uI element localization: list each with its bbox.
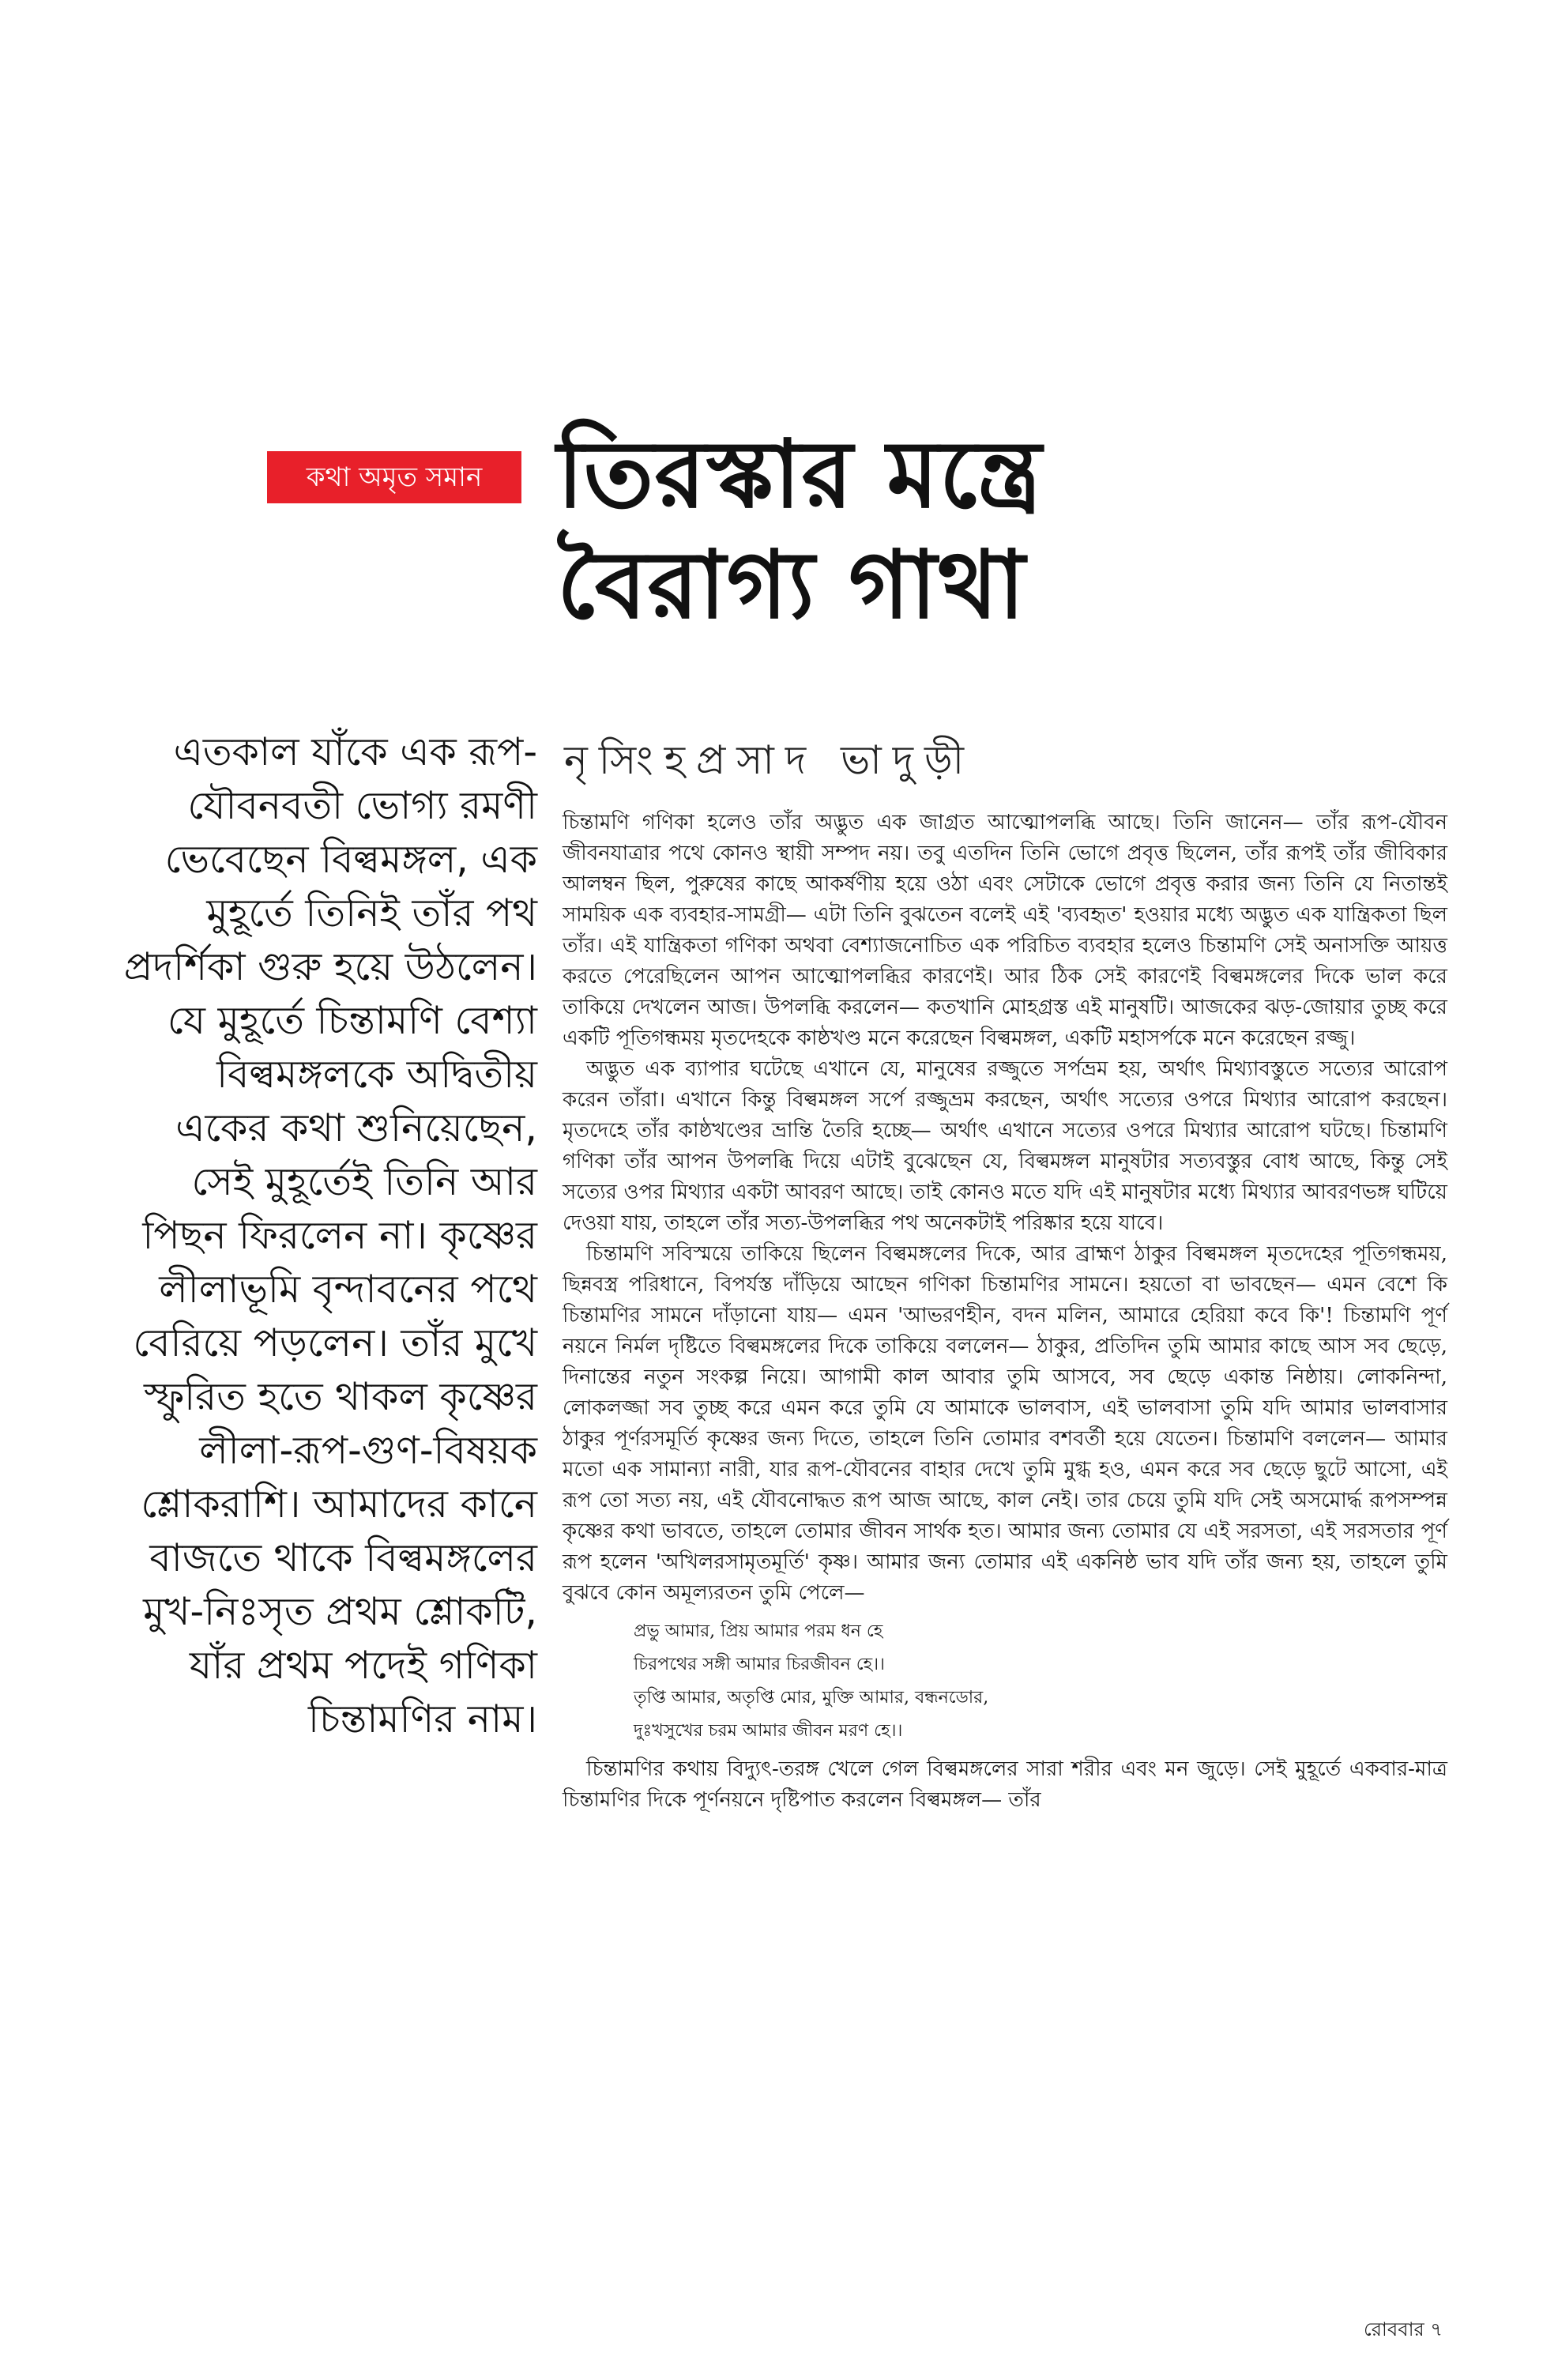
title-line-1: তিরস্কার মন্ত্রে xyxy=(557,420,1043,529)
page-footer: রোববার ৭ xyxy=(1363,2318,1443,2340)
verse-line: চিরপথের সঙ্গী আমার চিরজীবন হে।। xyxy=(634,1655,885,1674)
author-byline: নৃসিংহপ্রসাদ ভাদুড়ী xyxy=(564,737,976,783)
section-label: কথা অমৃত সমান xyxy=(267,451,521,503)
body-paragraph-3: চিন্তামণি সবিস্ময়ে তাকিয়ে ছিলেন বিল্বমঙ্গলের দিকে, আর ব্রাহ্মণ ঠাকুর বিল্বমঙ্গল মৃতদেহের পূতিগন্ধময়, ছিন্নবস্ত্র পরিধানে, বিপর্যস্ত দাঁড়িয়ে আছেন গণিকা চিন্তামণির সামনে। হয়তো বা ভাবছেন— এমন বেশে কি চিন্তামণির সামনে দাঁড়ানো যায়— এমন 'আভরণহীন, বদন মলিন, আমারে হেরিয়া কবে কি'! চিন্তামণি পূর্ণ নয়নে নির্মল দৃষ্টিতে বিল্বমঙ্গলের দিকে তাকিয়ে বললেন— ঠাকুর, প্রতিদিন তুমি আমার কাছে আস সব ছেড়ে, দিনান্তের নতুন সংকল্প নিয়ে। আগামী কাল আবার তুমি আসবে, সব ছেড়ে একান্ত নিষ্ঠায়। লোকনিন্দা, লোকলজ্জা সব তুচ্ছ করে এমন করে তুমি যে আমাকে ভালবাস, এই ভালবাসা তুমি যদি আমার ভালবাসার ঠাকুর পূর্ণরসমূর্তি কৃষ্ণের জন্য দিতে, তাহলে তিনি তোমার বশবর্তী হয়ে যেতেন। চিন্তামণি বললেন— আমার মতো এক সামান্যা নারী, যার রূপ-যৌবনের বাহার দেখে তুমি মুগ্ধ হও, এমন করে সব ছেড়ে ছুটে আসো, এই রূপ তো সত্য নয়, এই যৌবনোদ্ধত রূপ আজ আছে, কাল নেই। তার চেয়ে তুমি যদি সেই অসমোর্দ্ধ রূপসম্পন্ন কৃষ্ণের কথা ভাবতে, তাহলে তোমার জীবন সার্থক হত। আমার জন্য তোমার যে এই সরসতা, এই সরসতার পূর্ণ রূপ হলেন 'অখিলরসামৃতমূর্তি' কৃষ্ণ। আমার জন্য তোমার এই একনিষ্ঠ ভাব যদি তাঁর জন্য হয়, তাহলে তুমি বুঝবে কোন অমূল্যরতন তুমি পেলে— xyxy=(563,1242,1447,1605)
verse-block xyxy=(634,1615,1447,1748)
article-title xyxy=(557,419,1458,640)
article-body xyxy=(563,808,1447,1816)
body-paragraph-4: চিন্তামণির কথায় বিদ্যুৎ-তরঙ্গ খেলে গেল বিল্বমঙ্গলের সারা শরীর এবং মন জুড়ে। সেই মুহূর্তে একবার-মাত্র চিন্তামণির দিকে পূর্ণনয়নে দৃষ্টিপাত করলেন বিল্বমঙ্গল— তাঁর xyxy=(563,1757,1447,1812)
title-line-2: বৈরাগ্য গাথা xyxy=(557,530,1026,639)
body-paragraph-1: চিন্তামণি গণিকা হলেও তাঁর অদ্ভুত এক জাগ্রত আত্মোপলব্ধি আছে। তিনি জানেন— তাঁর রূপ-যৌবন জীবনযাত্রার পথে কোনও স্থায়ী সম্পদ নয়। তবু এতদিন তিনি ভোগে প্রবৃত্ত ছিলেন, তাঁর রূপই তাঁর জীবিকার আলম্বন ছিল, পুরুষের কাছে আকর্ষণীয় হয়ে ওঠা এবং সেটাকে ভোগে প্রবৃত্ত করার জন্য তিনি যে নিতান্তই সাময়িক এক ব্যবহার-সামগ্রী— এটা তিনি বুঝতেন বলেই এই 'ব্যবহৃত' হওয়ার মধ্যে অদ্ভুত এক যান্ত্রিকতা ছিল তাঁর। এই যান্ত্রিকতা গণিকা অথবা বেশ্যাজনোচিত এক পরিচিত ব্যবহার হলেও চিন্তামণি সেই অনাসক্তি আয়ত্ত করতে পেরেছিলেন আপন আত্মোপলব্ধির কারণেই। আর ঠিক সেই কারণেই বিল্বমঙ্গলের দিকে ভাল করে তাকিয়ে দেখলেন আজ। উপলব্ধি করলেন— কতখানি মোহগ্রস্ত এই মানুষটি। আজকের ঝড়-জোয়ার তুচ্ছ করে একটি পূতিগন্ধময় মৃতদেহকে কাষ্ঠখণ্ড মনে করেছেন বিল্বমঙ্গল, একটি মহাসর্পকে মনে করেছেন রজ্জু। xyxy=(563,811,1447,1050)
body-paragraph-2: অদ্ভুত এক ব্যাপার ঘটেছে এখানে যে, মানুষের রজ্জুতে সর্পভ্রম হয়, অর্থাৎ মিথ্যাবস্তুতে সত্যের আরোপ করেন তাঁরা। এখানে কিন্তু বিল্বমঙ্গল সর্পে রজ্জুভ্রম করছেন, অর্থাৎ সত্যের ওপরে মিথ্যার আরোপ করছেন। মৃতদেহে তাঁর কাষ্ঠখণ্ডের ভ্রান্তি তৈরি হচ্ছে— অর্থাৎ এখানে সত্যের ওপরে মিথ্যার আরোপ ঘটছে। চিন্তামণি গণিকা তাঁর আপন উপলব্ধি দিয়ে এটাই বুঝেছেন যে, বিল্বমঙ্গল মানুষটার সত্যবস্তুর বোধ আছে, কিন্তু সেই সত্যের ওপর মিথ্যার একটা আবরণ আছে। তাই কোনও মতে যদি এই মানুষটার মধ্যে মিথ্যার আবরণভঙ্গ ঘটিয়ে দেওয়া যায়, তাহলে তাঁর সত্য-উপলব্ধির পথ অনেকটাই পরিষ্কার হয়ে যাবে। xyxy=(563,1057,1447,1235)
verse-line: তৃপ্তি আমার, অতৃপ্তি মোর, মুক্তি আমার, বন্ধনডোর, xyxy=(634,1688,989,1708)
verse-line: দুঃখসুখের চরম আমার জীবন মরণ হে।। xyxy=(634,1721,903,1741)
verse-line: প্রভু আমার, প্রিয় আমার পরম ধন হে xyxy=(634,1621,883,1641)
pull-quote: এতকাল যাঁকে এক রূপ-যৌবনবতী ভোগ্য রমণী ভেবেছেন বিল্বমঙ্গল, এক মুহূর্তে তিনিই তাঁর পথ প্রদর্শিকা গুরু হয়ে উঠলেন। যে মুহূর্তে চিন্তামণি বেশ্যা বিল্বমঙ্গলকে অদ্বিতীয় একের কথা শুনিয়েছেন, সেই মুহূর্তেই তিনি আর পিছন ফিরলেন না। কৃষ্ণের লীলাভূমি বৃন্দাবনের পথে বেরিয়ে পড়লেন। তাঁর মুখে স্ফুরিত হতে থাকল কৃষ্ণের লীলা-রূপ-গুণ-বিষয়ক শ্লোকরাশি। আমাদের কানে বাজতে থাকে বিল্বমঙ্গলের মুখ-নিঃসৃত প্রথম শ্লোকটি, যাঁর প্রথম পদেই গণিকা চিন্তামণির নাম। xyxy=(123,729,537,1742)
